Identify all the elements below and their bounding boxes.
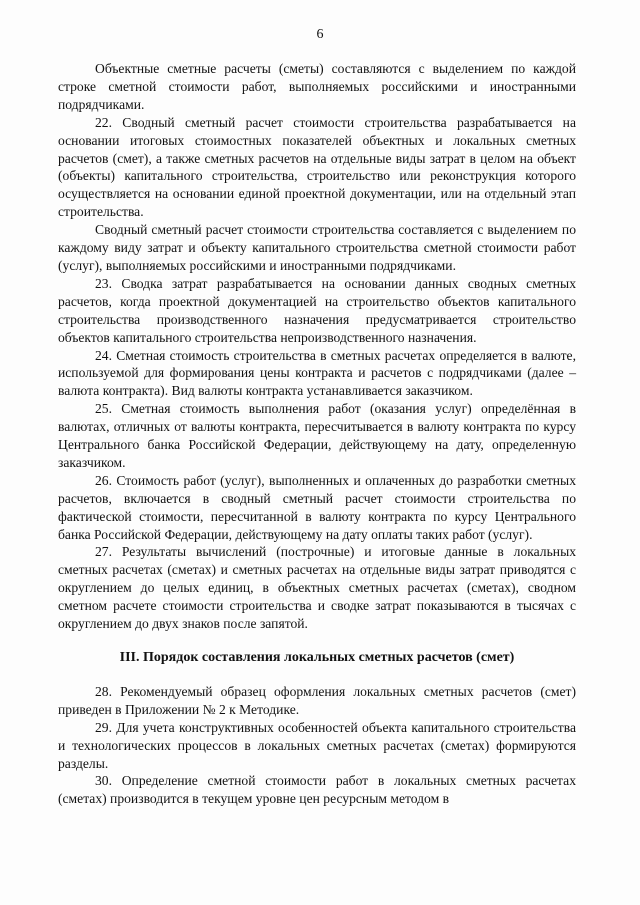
document-body (58, 60, 576, 808)
paragraph: 23. Сводка затрат разрабатывается на основании данных сводных сметных расчетов, когда проектной документацией на строительство объектов капитального строительства производственного назначения предусматривается строительство объектов капитального строительства непроизводственного назначения. (58, 275, 576, 345)
paragraph: 27. Результаты вычислений (построчные) и итоговые данные в локальных сметных расчетах (сметах) и сметных расчетах на отдельные виды затрат приводятся с округлением до целых единиц, в объектных сметных расчетах (сметах), сводном сметном расчете стоимости строительства и сводке затрат показываются в тысячах с округлением до двух знаков после запятой. (58, 544, 576, 632)
paragraph: 26. Стоимость работ (услуг), выполненных и оплаченных до разработки сметных расчетов, включается в сводный сметный расчет стоимости строительства по фактической стоимости, пересчитанной в валюту контракта по курсу Центрального банка Российской Федерации, действующему на дату оплаты таких работ (услуг). (58, 472, 576, 542)
paragraph: 22. Сводный сметный расчет стоимости строительства разрабатывается на основании итоговых стоимостных показателей объектных и локальных сметных расчетов (смет), а также сметных расчетов на отдельные виды затрат в целом на объект (объекты) капитального строительства, строительство или реконструкция которого осуществляется на основании единой проектной документации, или на отдельный этап строительства. (58, 114, 576, 220)
paragraph: Сводный сметный расчет стоимости строительства составляется с выделением по каждому виду затрат и объекту капитального строительства сметной стоимости работ (услуг), выполняемых российскими и иностранными подрядчиками. (58, 222, 576, 273)
paragraph: 30. Определение сметной стоимости работ в локальных сметных расчетах (сметах) производится в текущем уровне цен ресурсным методом в (58, 773, 576, 807)
page-number: 6 (316, 27, 324, 42)
paragraph: Объектные сметные расчеты (сметы) составляются с выделением по каждой строке сметной стоимости работ, выполняемых российскими и иностранными подрядчиками. (58, 61, 576, 112)
paragraph: 24. Сметная стоимость строительства в сметных расчетах определяется в валюте, используемой для формирования цены контракта и расчетов с подрядчиками (далее – валюта контракта). Вид валюты контракта устанавливается заказчиком. (58, 347, 576, 399)
section-heading: III. Порядок составления локальных сметных расчетов (смет) (119, 650, 515, 665)
paragraph: 25. Сметная стоимость выполнения работ (оказания услуг) определённая в валютах, отличных от валюты контракта, пересчитывается в валюту контракта по курсу Центрального банка Российской Федерации, действующему на дату, определенную заказчиком. (58, 401, 576, 470)
paragraph: 28. Рекомендуемый образец оформления локальных сметных расчетов (смет) приведен в Приложении № 2 к Методике. (58, 683, 576, 717)
paragraph: 29. Для учета конструктивных особенностей объекта капитального строительства и технологических процессов в локальных сметных расчетах (сметах) формируются разделы. (58, 719, 576, 771)
